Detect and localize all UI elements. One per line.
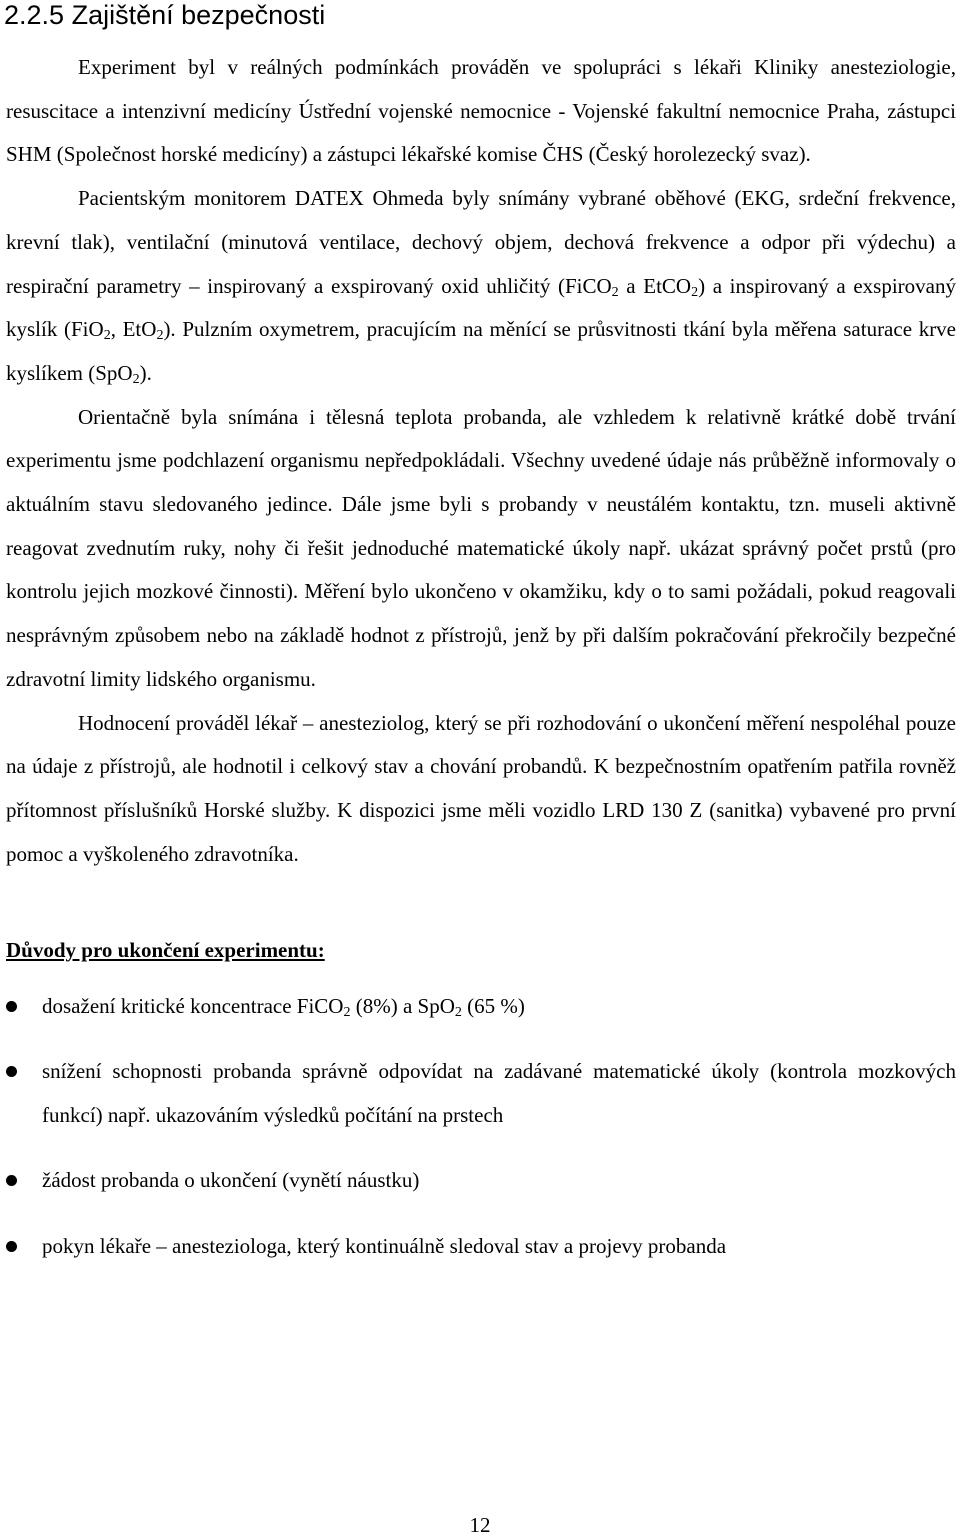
bullet-icon bbox=[6, 1175, 17, 1186]
paragraph-physician-evaluation: Hodnocení prováděl lékař – anesteziolog, který se při rozhodování o ukončení měření nespoléhal pouze na údaje z přístrojů, ale hodnotil i celkový stav a chování probandů. K bezpečnostním opatřením patřila rovněž přítomnost příslušníků Horské služby. K dispozici jsme měli vozidlo LRD 130 Z (sanitka) vybavené pro první pomoc a vyškoleného zdravotníka. bbox=[6, 710, 956, 866]
section-number: 2.2.5 bbox=[4, 0, 65, 30]
page-number: 12 bbox=[469, 1513, 491, 1537]
bullet-icon bbox=[6, 1241, 17, 1252]
section-heading bbox=[4, 0, 325, 30]
reason-item-physician-order: pokyn lékaře – anesteziologa, který kontinuálně sledoval stav a projevy probanda bbox=[6, 1225, 956, 1269]
reasons-list bbox=[6, 985, 956, 1269]
reason-item-critical-concentration: dosažení kritické koncentrace FiCO$_2$ (8%) a SpO$_2$ (65 %) bbox=[6, 985, 956, 1029]
section-title: Zajištění bezpečnosti bbox=[71, 0, 326, 30]
reasons-heading: Důvody pro ukončení experimentu: bbox=[6, 938, 325, 963]
reason-item-proband-request: žádost probanda o ukončení (vynětí náustku) bbox=[6, 1159, 956, 1203]
reason-item-cognitive-decline: snížení schopnosti probanda správně odpovídat na zadávané matematické úkoly (kontrola mozkových funkcí) např. ukazováním výsledků počítání na prstech bbox=[6, 1050, 956, 1137]
bullet-icon bbox=[6, 1001, 17, 1012]
paragraph-cooperation: Experiment byl v reálných podmínkách prováděn ve spolupráci s lékaři Kliniky anesteziologie, resuscitace a intenzivní medicíny Ústřední vojenské nemocnice - Vojenské fakultní nemocnice Praha, zástupci SHM (Společnost horské medicíny) a zástupci lékařské komise ČHS (Český horolezecký svaz). bbox=[6, 55, 956, 167]
paragraph-monitoring: Pacientským monitorem DATEX Ohmeda byly snímány vybrané oběhové (EKG, srdeční frekvence, krevní tlak), ventilační (minutová ventilace, dechový objem, dechová frekvence a odpor při výdechu) a respirační parametry – inspirovaný a exspirovaný oxid uhličitý (FiCO$_2$ a EtCO$_2$) a inspirovaný a exspirovaný kyslík (FiO$_2$, EtO$_2$). Pulzním oxymetrem, pracujícím na měnící se průsvitnosti tkání byla měřena saturace krve kyslíkem (SpO$_2$). bbox=[6, 186, 957, 387]
paragraph-temperature-contact: Orientačně byla snímána i tělesná teplota probanda, ale vzhledem k relativně krátké době trvání experimentu jsme podchlazení organismu nepředpokládali. Všechny uvedené údaje nás průběžně informovaly o aktuálním stavu sledovaného jedince. Dále jsme byli s probandy v neustálém kontaktu, tzn. museli aktivně reagovat zvednutím ruky, nohy či řešit jednoduché matematické úkoly např. ukázat správný počet prstů (pro kontrolu jejich mozkové činnosti). Měření bylo ukončeno v okamžiku, kdy o to sami požádali, pokud reagovali nesprávným způsobem nebo na základě hodnot z přístrojů, jenž by při dalším pokračování překročily bezpečné zdravotní limity lidského organismu. bbox=[6, 404, 956, 691]
document-body bbox=[6, 46, 956, 1269]
bullet-icon bbox=[6, 1066, 17, 1077]
